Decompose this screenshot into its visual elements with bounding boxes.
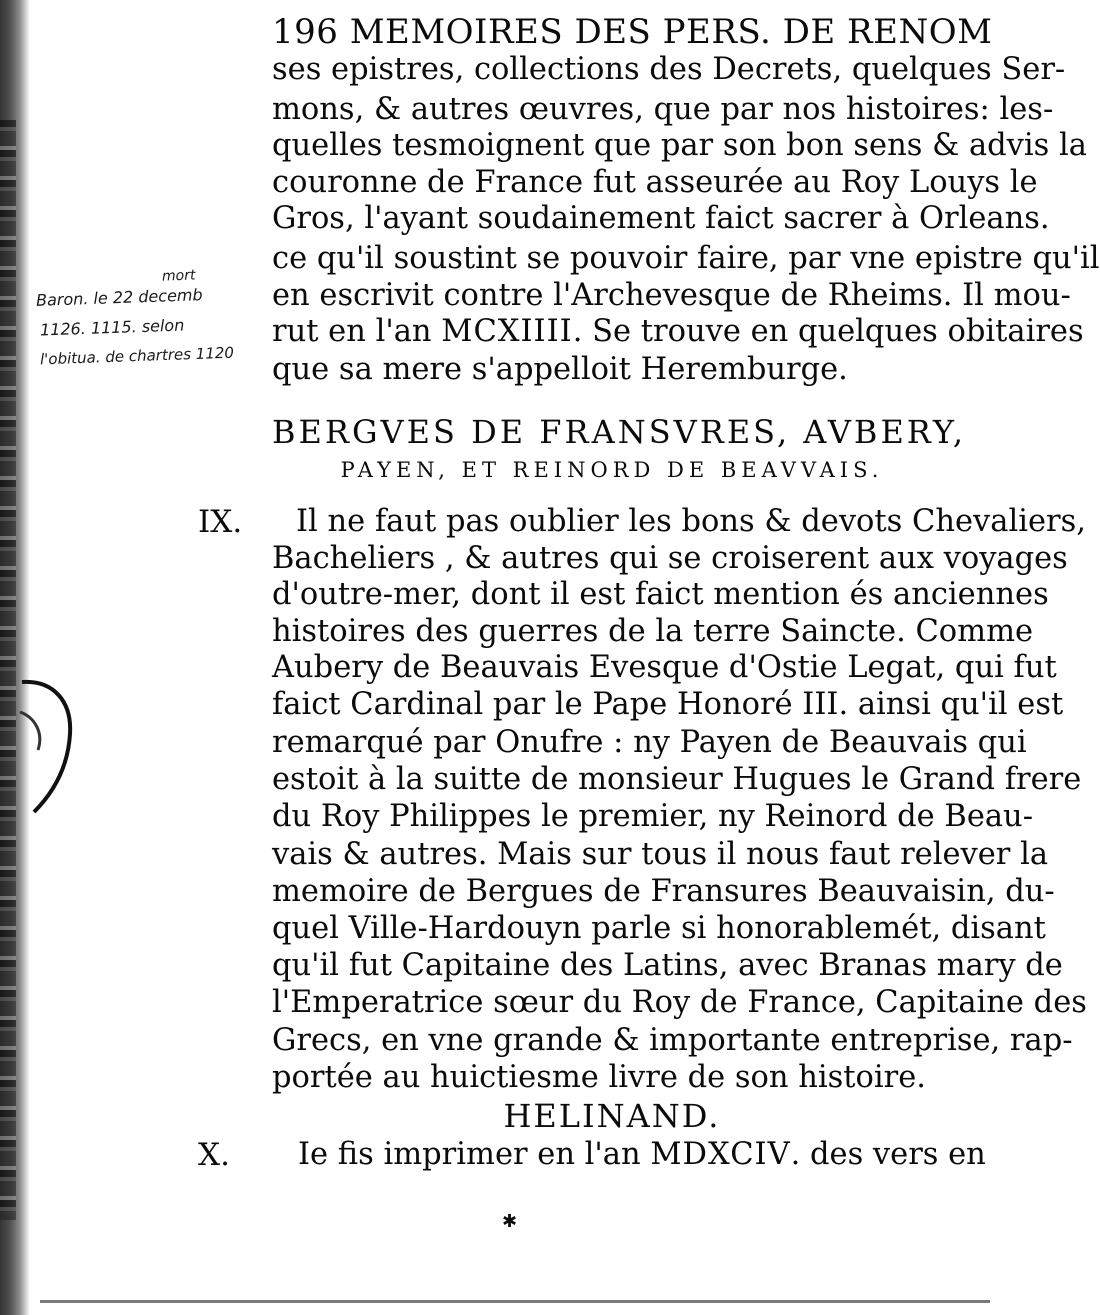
binding-edge-texture xyxy=(0,120,16,1220)
section-number-x: X. xyxy=(198,1137,230,1173)
text-line: du Roy Philippes le premier, ny Reinord de Beau- xyxy=(272,799,1033,834)
text-line: quel Ville-Hardouyn parle si honorablemét, disant xyxy=(272,911,1046,946)
text-line: memoire de Bergues de Fransures Beauvaisin, du- xyxy=(272,874,1055,909)
handwritten-bracket-mark xyxy=(14,672,76,822)
text-line: portée au huictiesme livre de son histoire. xyxy=(272,1060,926,1095)
text-line xyxy=(272,312,1084,352)
year-numeral: MDXCIV xyxy=(650,1137,791,1172)
running-head: 196 MEMOIRES DES PERS. DE RENOM xyxy=(272,12,993,52)
marginal-note-line-2: 1126. 1115. selon xyxy=(39,315,185,340)
ornament-mark: ✱ xyxy=(502,1211,518,1232)
marginal-note-line-3: l'obitua. de chartres 1120 xyxy=(39,343,235,369)
text-line: mons, & autres œuvres, que par nos histoires: les- xyxy=(272,92,1054,127)
section-heading-x: HELINAND. xyxy=(503,1097,721,1135)
text-segment: rut en l'an xyxy=(272,314,442,349)
text-line: Il ne faut pas oublier les bons & devots Chevaliers, xyxy=(296,504,1086,539)
text-line: vais & autres. Mais sur tous il nous faut relever la xyxy=(272,837,1049,872)
text-line: faict Cardinal par le Pape Honoré III. ainsi qu'il est xyxy=(272,687,1064,722)
text-line: remarqué par Onufre : ny Payen de Beauvais qui xyxy=(272,725,1027,760)
text-segment: . des vers en xyxy=(790,1137,986,1172)
text-line: Aubery de Beauvais Evesque d'Ostie Legat, qui fut xyxy=(272,650,1057,685)
text-line: ce qu'il soustint se pouvoir faire, par vne epistre qu'il xyxy=(272,241,1100,276)
text-line: couronne de France fut asseurée au Roy Louys le xyxy=(272,165,1038,200)
text-line xyxy=(298,1135,986,1175)
text-line: l'Emperatrice sœur du Roy de France, Capitaine des xyxy=(272,985,1087,1020)
marginal-note-line-1: Baron. le 22 decemb xyxy=(35,285,203,310)
text-line: Gros, l'ayant soudainement faict sacrer à Orleans. xyxy=(272,201,1050,236)
text-line: en escrivit contre l'Archevesque de Rheims. Il mou- xyxy=(272,278,1071,313)
page-bottom-edge xyxy=(40,1300,990,1303)
marginal-note-line-0: mort xyxy=(161,267,196,285)
section-subheading-ix: PAYEN, ET REINORD DE BEAVVAIS. xyxy=(340,458,884,482)
text-segment: Ie fis imprimer en l'an xyxy=(298,1137,651,1172)
text-line: estoit à la suitte de monsieur Hugues le Grand frere xyxy=(272,762,1082,797)
year-numeral: MCXIIII xyxy=(441,314,573,349)
section-heading-ix: BERGVES DE FRANSVRES, AVBERY, xyxy=(272,413,967,451)
text-line: quelles tesmoignent que par son bon sens & advis la xyxy=(272,128,1087,163)
text-line: histoires des guerres de la terre Saincte. Comme xyxy=(272,614,1034,649)
text-line: Grecs, en vne grande & importante entreprise, rap- xyxy=(272,1023,1073,1058)
section-number-ix: IX. xyxy=(198,504,243,540)
text-line: ses epistres, collections des Decrets, quelques Ser- xyxy=(272,52,1066,87)
text-line: qu'il fut Capitaine des Latins, avec Branas mary de xyxy=(272,948,1063,983)
text-segment: . Se trouve en quelques obitaires xyxy=(572,314,1084,349)
text-line: d'outre-mer, dont il est faict mention és anciennes xyxy=(272,577,1049,612)
text-line: Bacheliers , & autres qui se croiserent aux voyages xyxy=(272,541,1068,576)
text-line: que sa mere s'appelloit Heremburge. xyxy=(272,352,848,387)
